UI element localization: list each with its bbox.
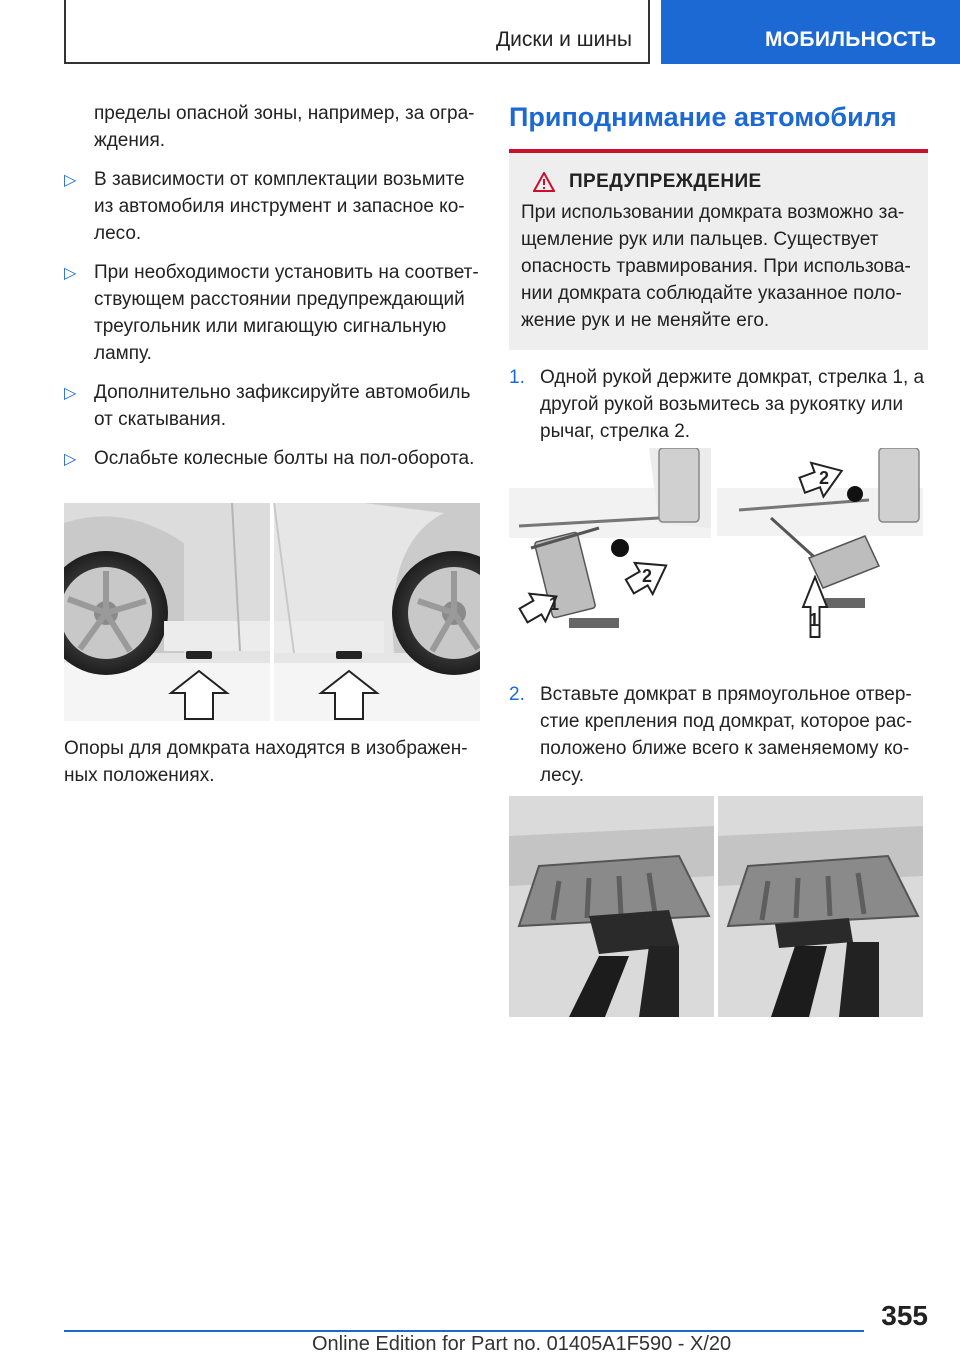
preparation-list — [64, 166, 480, 472]
warning-box — [509, 149, 928, 350]
step-item — [509, 681, 928, 789]
lifting-heading: Приподнимание автомобиля — [509, 102, 897, 132]
triangle-bullet-icon: ▷ — [64, 451, 77, 468]
right-column — [509, 100, 928, 445]
step-text: Одной рукой держите домкрат, стрелка 1, а другой рукой возьмитесь за рукоятку или рычаг, стрелка 2. — [540, 367, 925, 442]
triangle-bullet-icon: ▷ — [64, 172, 77, 189]
triangle-bullet-icon: ▷ — [64, 385, 77, 402]
jack-points-figure — [64, 503, 480, 721]
warning-triangle-icon — [533, 172, 555, 192]
arrow-label: 1 — [809, 610, 820, 630]
list-item: ▷ При необходимости установить на соответ-ствующем расстоянии предупреждающий треугольник или мигающую сигнальную лампу. — [64, 262, 479, 364]
warning-header — [521, 171, 916, 193]
page-number: 355 — [881, 1300, 928, 1331]
header-chapter-tab — [661, 0, 960, 64]
arrow-label: 2 — [642, 566, 653, 586]
jack-handling-figure — [509, 448, 923, 640]
header-section-tab — [64, 0, 650, 64]
step-2-wrap — [509, 681, 928, 789]
list-item: ▷ Ослабьте колесные болты на пол-оборота. — [64, 445, 480, 472]
step-number: 1. — [509, 367, 525, 388]
list-item: ▷ Дополнительно зафиксируйте автомобиль от скатывания. — [64, 382, 471, 430]
steps-list-1 — [509, 364, 928, 445]
step-text: Вставьте домкрат в прямоугольное отвер-стие крепления под домкрат, которое рас-положено ближе всего к заменяемому ко-лесу. — [540, 684, 913, 786]
intro-continuation: пределы опасной зоны, например, за огра-ждения. — [94, 103, 475, 151]
warning-text: При использовании домкрата возможно за-щемление рук или пальцев. Существует опасность травмирования. При использова-нии домкрата соблюдайте указанное поло-жение рук и не меняйте его. — [521, 202, 911, 331]
jack-insertion-figure — [509, 796, 923, 1017]
header-section-title: Диски и шины — [495, 28, 632, 51]
step-number: 2. — [509, 684, 525, 705]
arrow-label: 1 — [549, 594, 560, 614]
figure-caption: Опоры для домкрата находятся в изображен-ных положениях. — [64, 738, 468, 786]
warning-title: ПРЕДУПРЕЖДЕНИЕ — [569, 171, 762, 192]
figure-caption-wrap — [64, 735, 480, 789]
step-item — [509, 364, 928, 445]
steps-list-2 — [509, 681, 928, 789]
footer-divider — [64, 1330, 864, 1332]
footer-edition: Online Edition for Part no. 01405A1F590 - X/20 — [312, 1333, 732, 1355]
left-column — [64, 100, 480, 530]
triangle-bullet-icon: ▷ — [64, 265, 77, 282]
header-chapter-title: МОБИЛЬНОСТЬ — [765, 28, 937, 51]
list-item: ▷ В зависимости от комплектации возьмите из автомобиля инструмент и запасное ко-лесо. — [64, 169, 465, 244]
arrow-label: 2 — [819, 468, 830, 488]
